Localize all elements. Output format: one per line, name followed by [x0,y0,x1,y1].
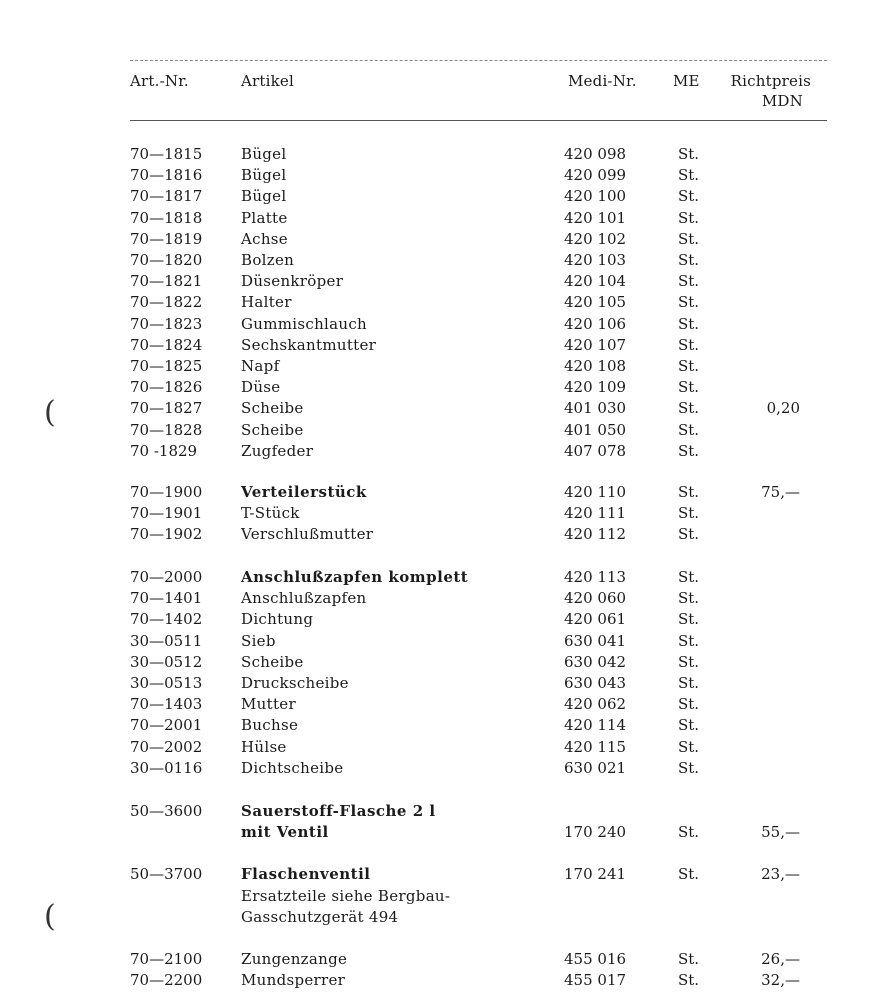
article-number: 70—1819 [130,229,203,248]
article-number: 70—1825 [130,357,203,375]
article-name: Sieb [241,631,276,650]
article-name: Gasschutzgerät 494 [241,908,399,926]
article-name: Ersatzteile siehe Bergbau- [241,887,451,905]
article-name: Hülse [241,737,287,756]
table-row [0,588,886,609]
table-row [0,822,886,843]
medi-number: 420 115 [564,737,627,756]
article-number: 70—1824 [130,335,203,354]
table-row [0,864,886,885]
article-number: 50—3600 [130,802,203,820]
table-row [0,715,886,736]
table-row [0,398,886,419]
unit: St. [678,335,700,354]
article-name: Mundsperrer [241,971,346,989]
medi-number: 420 098 [564,145,627,163]
article-number: 70—1820 [130,251,203,269]
table-row [0,356,886,377]
medi-number: 420 061 [564,610,627,629]
unit: St. [678,631,700,650]
unit: St. [678,589,700,608]
table-row [0,631,886,652]
table-row [0,970,886,991]
table-row [0,694,886,715]
medi-number: 630 043 [564,674,627,692]
table-row [0,609,886,630]
article-name: Dichtung [241,610,314,629]
article-number: 70—1823 [130,314,203,333]
unit: St. [678,695,700,714]
table-row [0,801,886,822]
article-name: Zungenzange [241,950,348,968]
medi-number: 401 030 [564,399,627,418]
article-name: Anschlußzapfen komplett [241,568,469,586]
article-name: Scheibe [241,399,304,418]
article-number: 30—0513 [130,674,203,692]
header-richtpreis: Richtpreis [730,72,811,90]
table-row [0,144,886,165]
unit: St. [678,229,700,248]
article-number: 70—2000 [130,568,203,586]
article-number: 70—1822 [130,293,203,312]
price: 0,20 [766,399,800,418]
unit: St. [678,971,700,989]
article-name: Sauerstoff-Flasche 2 l [241,802,436,820]
article-name: Zugfeder [241,441,314,460]
unit: St. [678,483,700,501]
table-row [0,503,886,524]
article-name: Verschlußmutter [241,525,374,544]
article-name: Verteilerstück [241,483,367,501]
article-number: 30—0512 [130,652,203,671]
unit: St. [678,865,700,883]
article-name: Dichtscheibe [241,758,344,777]
medi-number: 420 102 [564,229,627,248]
article-name: T-Stück [241,504,300,523]
medi-number: 420 113 [564,568,627,586]
unit: St. [678,652,700,671]
medi-number: 170 240 [564,823,627,841]
unit: St. [678,314,700,333]
unit: St. [678,441,700,460]
medi-number: 420 112 [564,525,627,544]
medi-number: 420 062 [564,695,627,714]
table-row [0,377,886,398]
table-row [0,165,886,186]
medi-number: 420 060 [564,589,627,608]
article-name: Düse [241,378,281,397]
article-number: 70—1901 [130,504,203,523]
article-name: mit Ventil [241,823,329,841]
unit: St. [678,420,700,439]
unit: St. [678,716,700,735]
unit: St. [678,357,700,375]
medi-number: 420 101 [564,208,627,227]
table-row [0,886,886,907]
margin-mark: ( [44,899,56,934]
unit: St. [678,166,700,185]
unit: St. [678,610,700,629]
table-row [0,652,886,673]
table-row [0,420,886,441]
medi-number: 630 042 [564,652,627,671]
article-number: 70—1821 [130,272,203,291]
unit: St. [678,737,700,756]
table-row [0,229,886,250]
medi-number: 170 241 [564,865,627,883]
price: 23,— [761,865,800,883]
medi-number: 455 016 [564,950,627,968]
article-name: Scheibe [241,652,304,671]
price: 32,— [761,971,800,989]
article-number: 70—1827 [130,399,203,418]
price: 75,— [761,483,800,501]
table-row [0,949,886,970]
medi-number: 630 021 [564,758,627,777]
medi-number: 407 078 [564,441,627,460]
table-row [0,335,886,356]
article-name: Mutter [241,695,296,714]
table-row [0,758,886,779]
unit: St. [678,758,700,777]
article-name: Bolzen [241,251,295,269]
medi-number: 401 050 [564,420,627,439]
table-row [0,292,886,313]
article-number: 70—1816 [130,166,203,185]
article-number: 70—2002 [130,737,203,756]
table-row [0,271,886,292]
table-row [0,907,886,928]
medi-number: 420 108 [564,357,627,375]
medi-number: 420 103 [564,251,627,269]
table-row [0,673,886,694]
top-rule [130,60,827,61]
margin-mark: ( [44,395,56,430]
article-number: 70—1900 [130,483,203,501]
article-name: Buchse [241,716,299,735]
unit: St. [678,145,700,163]
table-row [0,314,886,335]
article-number: 70—2200 [130,971,203,989]
article-name: Platte [241,208,288,227]
header-art-nr: Art.-Nr. [130,72,189,90]
unit: St. [678,525,700,544]
unit: St. [678,504,700,523]
article-name: Gummischlauch [241,314,368,333]
article-name: Druckscheibe [241,674,349,692]
article-number: 70—1401 [130,589,203,608]
table-row [0,208,886,229]
price: 26,— [761,950,800,968]
table-row [0,737,886,758]
unit: St. [678,950,700,968]
unit: St. [678,187,700,206]
medi-number: 420 111 [564,504,627,523]
unit: St. [678,568,700,586]
article-name: Düsenkröper [241,272,344,291]
article-name: Anschlußzapfen [241,589,367,608]
table-row [0,250,886,271]
article-number: 70—2001 [130,716,203,735]
article-number: 70—1815 [130,145,203,163]
article-number: 70—1902 [130,525,203,544]
unit: St. [678,674,700,692]
medi-number: 420 109 [564,378,627,397]
article-number: 50—3700 [130,865,203,883]
medi-number: 420 100 [564,187,627,206]
article-number: 70—1402 [130,610,203,629]
article-name: Bügel [241,166,287,185]
article-name: Halter [241,293,292,312]
header-artikel: Artikel [241,72,294,90]
unit: St. [678,399,700,418]
table-row [0,441,886,462]
article-name: Napf [241,357,280,375]
article-number: 70—2100 [130,950,203,968]
unit: St. [678,378,700,397]
article-number: 70—1828 [130,420,203,439]
unit: St. [678,208,700,227]
medi-number: 420 099 [564,166,627,185]
article-number: 70—1826 [130,378,203,397]
medi-number: 420 114 [564,716,627,735]
article-number: 30—0116 [130,758,203,777]
article-number: 30—0511 [130,631,203,650]
medi-number: 420 107 [564,335,627,354]
article-number: 70—1818 [130,208,203,227]
unit: St. [678,293,700,312]
medi-number: 630 041 [564,631,627,650]
table-row [0,186,886,207]
article-name: Bügel [241,187,287,206]
medi-number: 420 104 [564,272,627,291]
header-mdn: MDN [761,92,803,110]
article-name: Achse [241,229,288,248]
price: 55,— [761,823,800,841]
unit: St. [678,272,700,291]
medi-number: 420 105 [564,293,627,312]
article-number: 70—1403 [130,695,203,714]
table-row [0,567,886,588]
header-rule [130,120,827,121]
header-me: ME [673,72,700,90]
medi-number: 420 110 [564,483,627,501]
medi-number: 455 017 [564,971,627,989]
unit: St. [678,251,700,269]
article-name: Flaschenventil [241,865,371,883]
medi-number: 420 106 [564,314,627,333]
article-name: Sechskantmutter [241,335,377,354]
article-number: 70 -1829 [130,441,198,460]
unit: St. [678,823,700,841]
table-row [0,524,886,545]
header-medi-nr: Medi-Nr. [568,72,637,90]
table-row [0,482,886,503]
article-name: Bügel [241,145,287,163]
article-name: Scheibe [241,420,304,439]
article-number: 70—1817 [130,187,203,206]
